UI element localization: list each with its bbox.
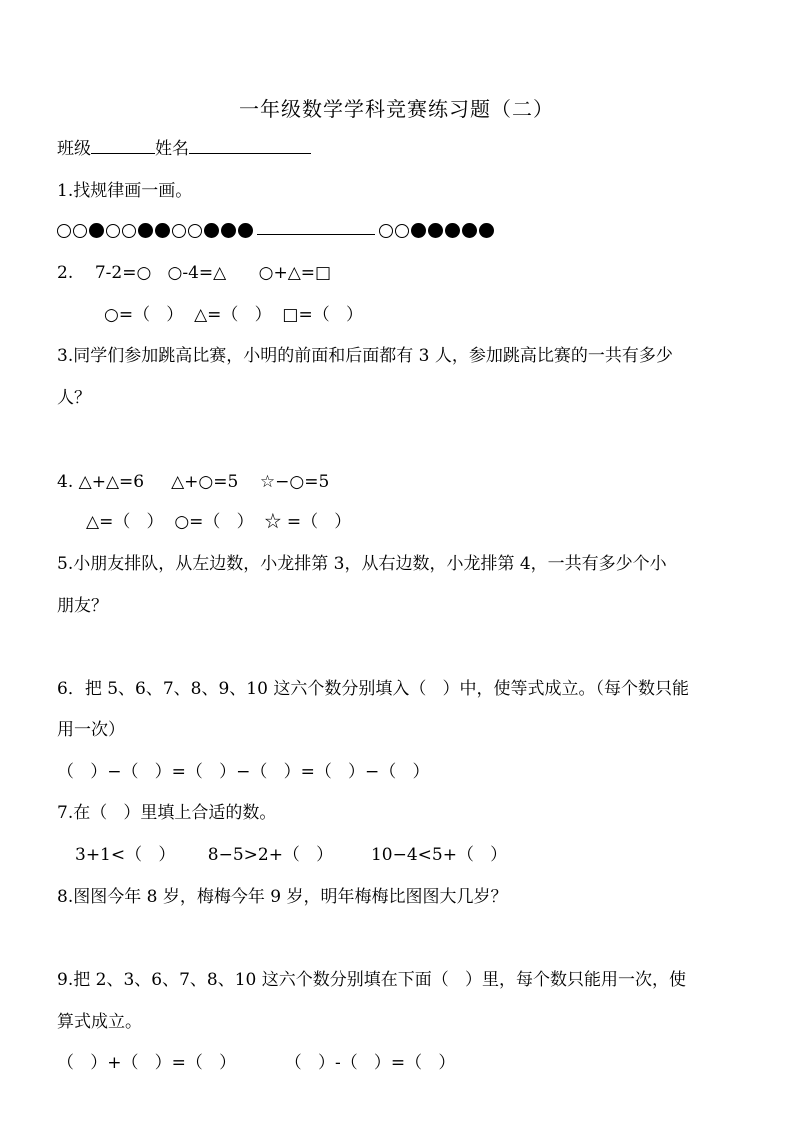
q1-pattern-row: [57, 219, 496, 241]
page-title: 一年级数学学科竞赛练习题（二）: [239, 97, 554, 121]
q7-line1: 7.在（ ）里填上合适的数。: [57, 803, 277, 823]
open-circle-icon: [122, 224, 136, 238]
q5-line1: 5.小朋友排队，从左边数，小龙排第 3，从右边数，小龙排第 4，一共有多少个小: [57, 554, 667, 574]
q4-line2: △=（ ） ○=（ ） ☆ =（ ）: [86, 512, 352, 532]
filled-circle-icon: [462, 223, 477, 238]
pattern-sequence-2: [379, 220, 496, 240]
q2-line1: 2. 7-2=○ ○-4=△ ○+△=□: [57, 263, 332, 283]
filled-circle-icon: [155, 223, 170, 238]
filled-circle-icon: [204, 223, 219, 238]
q3-line1: 3.同学们参加跳高比赛，小明的前面和后面都有 3 人，参加跳高比赛的一共有多少: [57, 346, 673, 366]
open-circle-icon: [379, 224, 393, 238]
q8-line1: 8.图图今年 8 岁，梅梅今年 9 岁，明年梅梅比图图大几岁？: [57, 887, 508, 907]
header-line: [57, 138, 311, 160]
q6-line3: （ ）−（ ）=（ ）−（ ）=（ ）−（ ）: [57, 762, 430, 782]
q5-line2: 朋友？: [57, 596, 108, 616]
open-circle-icon: [57, 224, 71, 238]
filled-circle-icon: [411, 223, 426, 238]
name-blank: [189, 139, 311, 154]
class-label: 班级: [57, 139, 91, 159]
filled-circle-icon: [89, 223, 104, 238]
q7-line2: 3+1<（ ） 8−5>2+（ ） 10−4<5+（ ）: [75, 845, 508, 865]
q3-line2: 人？: [57, 388, 91, 408]
q6-line1: 6．把 5、6、7、8、9、10 这六个数分别填入（ ）中，使等式成立。（每个数只能: [57, 679, 690, 699]
open-circle-icon: [395, 224, 409, 238]
pattern-answer-blank: [257, 220, 375, 235]
q9-line3: （ ）+（ ）=（ ） （ ）-（ ）=（ ）: [57, 1053, 456, 1073]
q6-line2: 用一次）: [57, 720, 125, 740]
open-circle-icon: [188, 224, 202, 238]
q1-text: 1.找规律画一画。: [57, 181, 193, 201]
open-circle-icon: [172, 224, 186, 238]
filled-circle-icon: [221, 223, 236, 238]
filled-circle-icon: [238, 223, 253, 238]
name-label: 姓名: [155, 139, 189, 159]
filled-circle-icon: [428, 223, 443, 238]
filled-circle-icon: [479, 223, 494, 238]
class-blank: [91, 139, 155, 154]
filled-circle-icon: [445, 223, 460, 238]
q4-line1: 4. △+△=6 △+○=5 ☆−○=5: [57, 472, 330, 492]
pattern-sequence-1: [57, 220, 255, 240]
q9-line1: 9.把 2、3、6、7、8、10 这六个数分别填在下面（ ）里，每个数只能用一次，使: [57, 970, 686, 990]
filled-circle-icon: [138, 223, 153, 238]
open-circle-icon: [73, 224, 87, 238]
q2-line2: ○=（ ） △=（ ） □=（ ）: [104, 305, 363, 325]
q9-line2: 算式成立。: [57, 1012, 142, 1032]
open-circle-icon: [106, 224, 120, 238]
